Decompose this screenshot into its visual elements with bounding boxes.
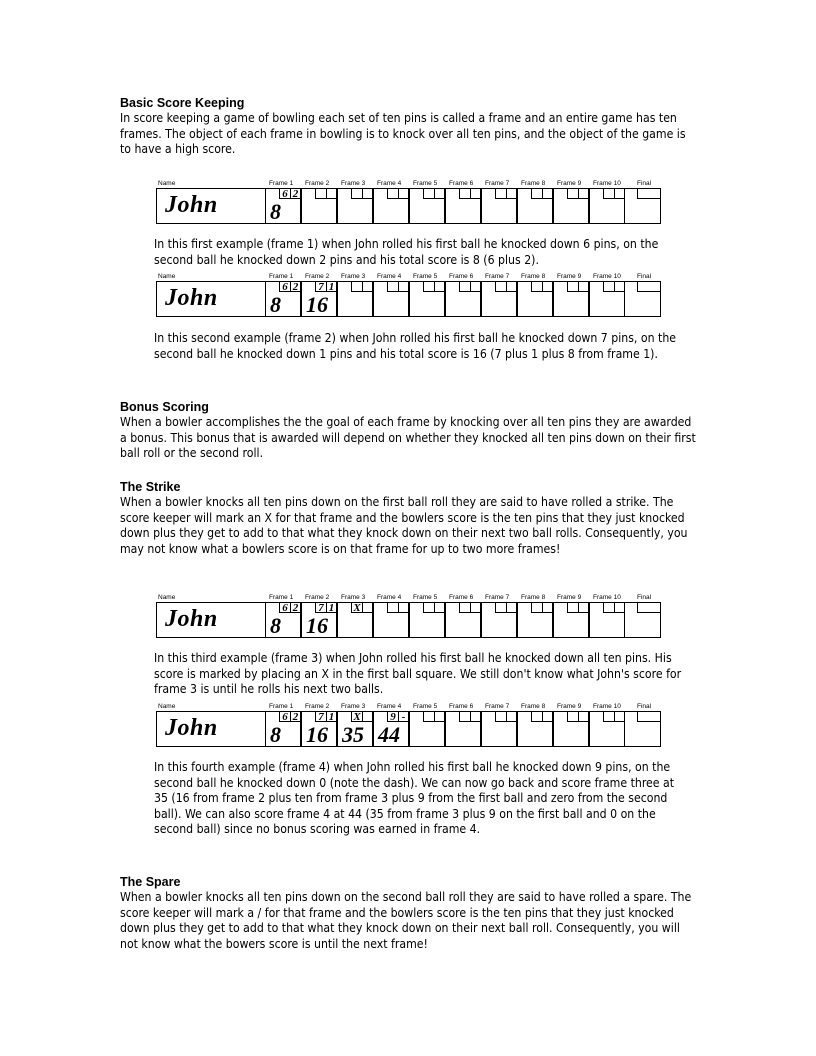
header-frame-7: Frame 7 [485, 594, 510, 601]
heading-bonus-scoring: Bonus Scoring [120, 400, 209, 414]
frame-2-box [301, 281, 337, 317]
frame-6-ball-2 [470, 188, 481, 199]
frame-9-box [553, 188, 589, 224]
final-total-entry [637, 602, 661, 613]
example-2-text [154, 331, 684, 362]
frame-4-ball-1 [387, 602, 398, 613]
header-frame-1: Frame 1 [269, 273, 294, 280]
frame-2-ball-2: 1 [326, 711, 337, 722]
heading-basic-score-keeping: Basic Score Keeping [120, 96, 245, 110]
frame-2-box [301, 602, 337, 638]
header-frame-3: Frame 3 [341, 594, 366, 601]
frame-10-box [589, 711, 625, 747]
frame-9-ball-1 [567, 602, 578, 613]
scoresheet-1 [156, 180, 662, 230]
frame-2-box [301, 711, 337, 747]
example-1-text [154, 237, 684, 268]
frame-9-box [553, 281, 589, 317]
frame-10-ball-1 [603, 711, 614, 722]
example-4-text [154, 760, 684, 838]
frame-8-box [517, 281, 553, 317]
frame-10-ball-1 [603, 281, 614, 292]
frame-3-ball-2 [362, 711, 373, 722]
header-frame-1: Frame 1 [269, 180, 294, 187]
frame-1-ball-2: 2 [290, 711, 301, 722]
frame-3-box [337, 602, 373, 638]
frame-2-ball-1: 7 [315, 281, 326, 292]
frame-8-ball-2 [542, 602, 553, 613]
header-frame-8: Frame 8 [521, 594, 546, 601]
section-basic-score-keeping [120, 95, 700, 158]
header-frame-9: Frame 9 [557, 180, 582, 187]
frame-4-ball-2: - [398, 711, 409, 722]
final-total-box [624, 281, 661, 317]
frame-5-box [409, 281, 445, 317]
frame-9-box [553, 602, 589, 638]
frame-5-ball-2 [434, 602, 445, 613]
header-frame-3: Frame 3 [341, 273, 366, 280]
frame-2-score: 16 [306, 292, 328, 317]
frame-8-ball-1 [531, 188, 542, 199]
paragraph-bonus-scoring: When a bowler accomplishes the the goal of each frame by knocking over all ten pins they are awarded a bonus. This bonus that is awarded will depend on whether they knocked all ten pins down on their first ball roll or the second roll. [120, 415, 696, 460]
frame-1-box [265, 602, 301, 638]
header-final: Final [637, 273, 652, 280]
example-2-paragraph: In this second example (frame 2) when John rolled his first ball he knocked down 7 pins, on the second ball he knocked down 1 pins and his total score is 16 (7 plus 1 plus 8 from frame 1). [154, 331, 677, 361]
frame-2-ball-1: 7 [315, 602, 326, 613]
frame-6-ball-2 [470, 711, 481, 722]
header-frame-4: Frame 4 [377, 273, 402, 280]
frame-1-score: 8 [270, 199, 281, 224]
frame-4-ball-1 [387, 281, 398, 292]
frame-9-ball-2 [578, 711, 589, 722]
header-frame-8: Frame 8 [521, 703, 546, 710]
header-frame-10: Frame 10 [593, 703, 621, 710]
header-frame-10: Frame 10 [593, 594, 621, 601]
header-frame-3: Frame 3 [341, 703, 366, 710]
frame-2-score: 16 [306, 722, 328, 747]
frame-8-box [517, 188, 553, 224]
frame-6-box [445, 602, 481, 638]
frame-1-ball-1: 6 [279, 602, 290, 613]
frame-5-box [409, 602, 445, 638]
frame-4-box [373, 281, 409, 317]
frame-4-ball-2 [398, 281, 409, 292]
frame-10-box [589, 602, 625, 638]
frame-5-ball-1 [423, 711, 434, 722]
frame-6-ball-1 [459, 602, 470, 613]
frame-4-ball-2 [398, 188, 409, 199]
frame-7-box [481, 281, 517, 317]
final-total-box [624, 711, 661, 747]
frame-4-ball-1: 9 [387, 711, 398, 722]
frame-2-score: 16 [306, 613, 328, 638]
header-name: Name [158, 180, 176, 187]
frame-3-ball-1: X [351, 602, 362, 613]
final-total-entry [637, 281, 661, 292]
frame-4-box [373, 188, 409, 224]
frame-5-box [409, 711, 445, 747]
header-frame-10: Frame 10 [593, 273, 621, 280]
example-1-paragraph: In this first example (frame 1) when John rolled his first ball he knocked down 6 pins, on the second ball he knocked down 2 pins and his total score is 8 (6 plus 2). [154, 237, 659, 267]
frame-2-ball-1 [315, 188, 326, 199]
frame-3-ball-1 [351, 281, 362, 292]
frame-3-ball-2 [362, 188, 373, 199]
header-frame-2: Frame 2 [305, 594, 330, 601]
header-frame-7: Frame 7 [485, 273, 510, 280]
player-name-box [156, 711, 266, 747]
frame-4-ball-2 [398, 602, 409, 613]
frame-3-box [337, 188, 373, 224]
frame-8-ball-1 [531, 281, 542, 292]
header-frame-3: Frame 3 [341, 180, 366, 187]
frame-5-ball-1 [423, 188, 434, 199]
frame-7-box [481, 711, 517, 747]
frame-7-ball-2 [506, 602, 517, 613]
frame-5-ball-2 [434, 281, 445, 292]
final-total-entry [637, 188, 661, 199]
header-frame-6: Frame 6 [449, 594, 474, 601]
header-frame-5: Frame 5 [413, 180, 438, 187]
frame-7-ball-1 [495, 711, 506, 722]
frame-1-ball-2: 2 [290, 602, 301, 613]
example-3-paragraph: In this third example (frame 3) when John rolled his first ball he knocked down all ten pins. His score is marked by placing an X in the first ball square. We still don't know what John's score for frame 3 is until he rolls his next two balls. [154, 651, 682, 696]
paragraph-the-spare: When a bowler knocks all ten pins down on the second ball roll they are said to have rolled a spare. The score keeper will mark a / for that frame and the bowlers score is the ten pins that they just knocked down plus they get to add to that what they knock down on their next ball roll. Consequently, you will not know what the bowers score is until the next frame! [120, 890, 692, 951]
player-name-box [156, 602, 266, 638]
frame-4-box [373, 711, 409, 747]
frame-6-box [445, 711, 481, 747]
frame-1-score: 8 [270, 613, 281, 638]
frame-10-ball-1 [603, 602, 614, 613]
header-frame-1: Frame 1 [269, 594, 294, 601]
frame-5-box [409, 188, 445, 224]
frame-4-box [373, 602, 409, 638]
header-name: Name [158, 594, 176, 601]
frame-9-ball-2 [578, 602, 589, 613]
frame-9-box [553, 711, 589, 747]
frame-6-box [445, 281, 481, 317]
header-frame-4: Frame 4 [377, 703, 402, 710]
frame-3-ball-2 [362, 602, 373, 613]
paragraph-the-strike: When a bowler knocks all ten pins down on the first ball roll they are said to have rolled a strike. The score keeper will mark an X for that frame and the bowlers score is the ten pins that they just knocked down plus they get to add to that what they knock down on their next two ball rolls. Consequently, you may not know what a bowlers score is on that frame for up to two more frames! [120, 495, 688, 556]
header-final: Final [637, 703, 652, 710]
frame-7-ball-2 [506, 711, 517, 722]
frame-9-ball-1 [567, 711, 578, 722]
frame-9-ball-1 [567, 188, 578, 199]
header-frame-6: Frame 6 [449, 273, 474, 280]
frame-1-box [265, 711, 301, 747]
frame-4-score: 44 [378, 722, 400, 747]
frame-1-box [265, 188, 301, 224]
frame-9-ball-1 [567, 281, 578, 292]
frame-2-ball-1: 7 [315, 711, 326, 722]
section-bonus-scoring [120, 399, 700, 462]
frame-7-ball-2 [506, 281, 517, 292]
frame-6-box [445, 188, 481, 224]
example-3-text [154, 651, 684, 698]
frame-3-ball-2 [362, 281, 373, 292]
heading-the-spare: The Spare [120, 875, 181, 889]
header-frame-2: Frame 2 [305, 273, 330, 280]
frame-8-box [517, 711, 553, 747]
header-final: Final [637, 180, 652, 187]
frame-6-ball-2 [470, 281, 481, 292]
frame-1-ball-2: 2 [290, 281, 301, 292]
frame-8-ball-2 [542, 711, 553, 722]
frame-6-ball-1 [459, 711, 470, 722]
frame-2-ball-2: 1 [326, 602, 337, 613]
paragraph-basic-score-keeping: In score keeping a game of bowling each set of ten pins is called a frame and an entire game has ten frames. The object of each frame in bowling is to knock over all ten pins, and the object of the game is to have a high score. [120, 111, 686, 156]
frame-7-box [481, 188, 517, 224]
heading-the-strike: The Strike [120, 480, 181, 494]
final-total-entry [637, 711, 661, 722]
header-frame-8: Frame 8 [521, 180, 546, 187]
player-name-box [156, 188, 266, 224]
player-name: John [165, 606, 218, 632]
header-frame-4: Frame 4 [377, 594, 402, 601]
header-frame-7: Frame 7 [485, 180, 510, 187]
frame-1-score: 8 [270, 722, 281, 747]
frame-6-ball-1 [459, 188, 470, 199]
frame-5-ball-2 [434, 188, 445, 199]
header-frame-8: Frame 8 [521, 273, 546, 280]
header-frame-2: Frame 2 [305, 180, 330, 187]
frame-7-ball-1 [495, 281, 506, 292]
frame-3-box [337, 711, 373, 747]
frame-4-ball-1 [387, 188, 398, 199]
header-frame-2: Frame 2 [305, 703, 330, 710]
player-name: John [165, 715, 218, 741]
frame-1-box [265, 281, 301, 317]
frame-8-ball-1 [531, 602, 542, 613]
frame-6-ball-1 [459, 281, 470, 292]
frame-6-ball-2 [470, 602, 481, 613]
frame-8-ball-2 [542, 188, 553, 199]
player-name-box [156, 281, 266, 317]
scoresheet-4 [156, 703, 662, 753]
header-frame-10: Frame 10 [593, 180, 621, 187]
frame-1-score: 8 [270, 292, 281, 317]
section-the-strike [120, 479, 700, 557]
final-total-box [624, 602, 661, 638]
frame-2-ball-2: 1 [326, 281, 337, 292]
header-frame-1: Frame 1 [269, 703, 294, 710]
frame-2-box [301, 188, 337, 224]
frame-8-ball-1 [531, 711, 542, 722]
scoresheet-3 [156, 594, 662, 644]
frame-5-ball-2 [434, 711, 445, 722]
frame-7-ball-1 [495, 602, 506, 613]
frame-8-ball-2 [542, 281, 553, 292]
frame-3-box [337, 281, 373, 317]
header-name: Name [158, 703, 176, 710]
header-frame-4: Frame 4 [377, 180, 402, 187]
frame-1-ball-1: 6 [279, 711, 290, 722]
header-frame-9: Frame 9 [557, 703, 582, 710]
frame-7-ball-2 [506, 188, 517, 199]
frame-7-ball-1 [495, 188, 506, 199]
frame-10-box [589, 281, 625, 317]
example-4-paragraph: In this fourth example (frame 4) when John rolled his first ball he knocked down 9 pins, on the second ball he knocked down 0 (note the dash). We can now go back and score frame three at 35 (16 from frame 2 plus ten from frame 3 plus 9 from the first ball and zero from the second ball). We can also score frame 4 at 44 (35 from frame 3 plus 9 on the first ball and 0 on the second ball) since no bonus scoring was earned in frame 4. [154, 760, 675, 836]
header-frame-9: Frame 9 [557, 594, 582, 601]
section-the-spare [120, 874, 700, 952]
frame-7-box [481, 602, 517, 638]
frame-5-ball-1 [423, 281, 434, 292]
frame-1-ball-1: 6 [279, 281, 290, 292]
player-name: John [165, 285, 218, 311]
frame-5-ball-1 [423, 602, 434, 613]
player-name: John [165, 192, 218, 218]
final-total-box [624, 188, 661, 224]
frame-3-ball-1 [351, 188, 362, 199]
header-name: Name [158, 273, 176, 280]
frame-2-ball-2 [326, 188, 337, 199]
header-frame-6: Frame 6 [449, 703, 474, 710]
scoresheet-2 [156, 273, 662, 323]
header-frame-5: Frame 5 [413, 273, 438, 280]
frame-1-ball-2: 2 [290, 188, 301, 199]
header-frame-5: Frame 5 [413, 703, 438, 710]
frame-8-box [517, 602, 553, 638]
frame-10-box [589, 188, 625, 224]
frame-9-ball-2 [578, 188, 589, 199]
frame-3-score: 35 [342, 722, 364, 747]
frame-1-ball-1: 6 [279, 188, 290, 199]
header-frame-7: Frame 7 [485, 703, 510, 710]
header-frame-9: Frame 9 [557, 273, 582, 280]
frame-9-ball-2 [578, 281, 589, 292]
header-frame-5: Frame 5 [413, 594, 438, 601]
frame-10-ball-1 [603, 188, 614, 199]
header-frame-6: Frame 6 [449, 180, 474, 187]
header-final: Final [637, 594, 652, 601]
frame-3-ball-1: X [351, 711, 362, 722]
